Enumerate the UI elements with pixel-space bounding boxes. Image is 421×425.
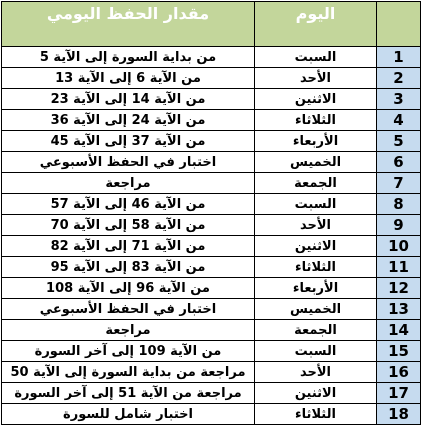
day-name: السبت [255,47,377,68]
table-row [2,89,421,110]
day-number: 16 [377,362,421,383]
daily-amount: من الآية 58 إلى الآية 70 [2,215,255,236]
daily-amount: من الآية 71 إلى الآية 82 [2,236,255,257]
table-row [2,194,421,215]
table-row [2,341,421,362]
table-row [2,236,421,257]
daily-amount: اختبار في الحفظ الأسبوعي [2,152,255,173]
header-row [2,2,421,47]
daily-amount: من الآية 6 إلى الآية 13 [2,68,255,89]
day-name: الأربعاء [255,278,377,299]
daily-amount: من الآية 109 إلى آخر السورة [2,341,255,362]
day-number: 13 [377,299,421,320]
day-name: الاثنين [255,89,377,110]
day-name: الثلاثاء [255,257,377,278]
daily-amount: مراجعة من بداية السورة إلى الآية 50 [2,362,255,383]
table-row [2,152,421,173]
day-number: 9 [377,215,421,236]
day-name: السبت [255,341,377,362]
table-row [2,362,421,383]
table-row [2,404,421,425]
daily-amount: اختبار في الحفظ الأسبوعي [2,299,255,320]
day-number: 5 [377,131,421,152]
day-name: الخميس [255,299,377,320]
day-number: 11 [377,257,421,278]
day-name: الأحد [255,68,377,89]
table-row [2,110,421,131]
daily-amount: من الآية 37 إلى الآية 45 [2,131,255,152]
day-number: 12 [377,278,421,299]
day-number: 10 [377,236,421,257]
table-row [2,383,421,404]
day-name: الثلاثاء [255,404,377,425]
day-number: 3 [377,89,421,110]
daily-amount: من الآية 46 إلى الآية 57 [2,194,255,215]
day-name: الجمعة [255,173,377,194]
day-name: السبت [255,194,377,215]
day-number: 14 [377,320,421,341]
daily-amount: من الآية 14 إلى الآية 23 [2,89,255,110]
table-row [2,320,421,341]
daily-amount: مراجعة [2,173,255,194]
day-name: الأحد [255,362,377,383]
day-name: الخميس [255,152,377,173]
daily-amount: مراجعة [2,320,255,341]
day-number: 8 [377,194,421,215]
day-name: الاثنين [255,383,377,404]
daily-amount: مراجعة من الآية 51 إلى آخر السورة [2,383,255,404]
schedule-table [1,1,421,425]
table-row [2,131,421,152]
day-name: الثلاثاء [255,110,377,131]
day-name: الاثنين [255,236,377,257]
table-row [2,47,421,68]
daily-amount: اختبار شامل للسورة [2,404,255,425]
day-number: 7 [377,173,421,194]
day-number: 18 [377,404,421,425]
table-row [2,215,421,236]
table-row [2,68,421,89]
table-row [2,278,421,299]
day-number: 15 [377,341,421,362]
header-amount: مقدار الحفظ اليومي [2,2,255,47]
daily-amount: من الآية 96 إلى الآية 108 [2,278,255,299]
daily-amount: من الآية 83 إلى الآية 95 [2,257,255,278]
header-day: اليوم [255,2,377,47]
day-name: الجمعة [255,320,377,341]
table-row [2,257,421,278]
table-row [2,173,421,194]
header-corner [377,2,421,47]
day-number: 1 [377,47,421,68]
day-name: الأربعاء [255,131,377,152]
daily-amount: من الآية 24 إلى الآية 36 [2,110,255,131]
daily-amount: من بداية السورة إلى الآية 5 [2,47,255,68]
day-name: الأحد [255,215,377,236]
day-number: 17 [377,383,421,404]
day-number: 2 [377,68,421,89]
day-number: 4 [377,110,421,131]
table-row [2,299,421,320]
table-body [2,47,421,425]
day-number: 6 [377,152,421,173]
